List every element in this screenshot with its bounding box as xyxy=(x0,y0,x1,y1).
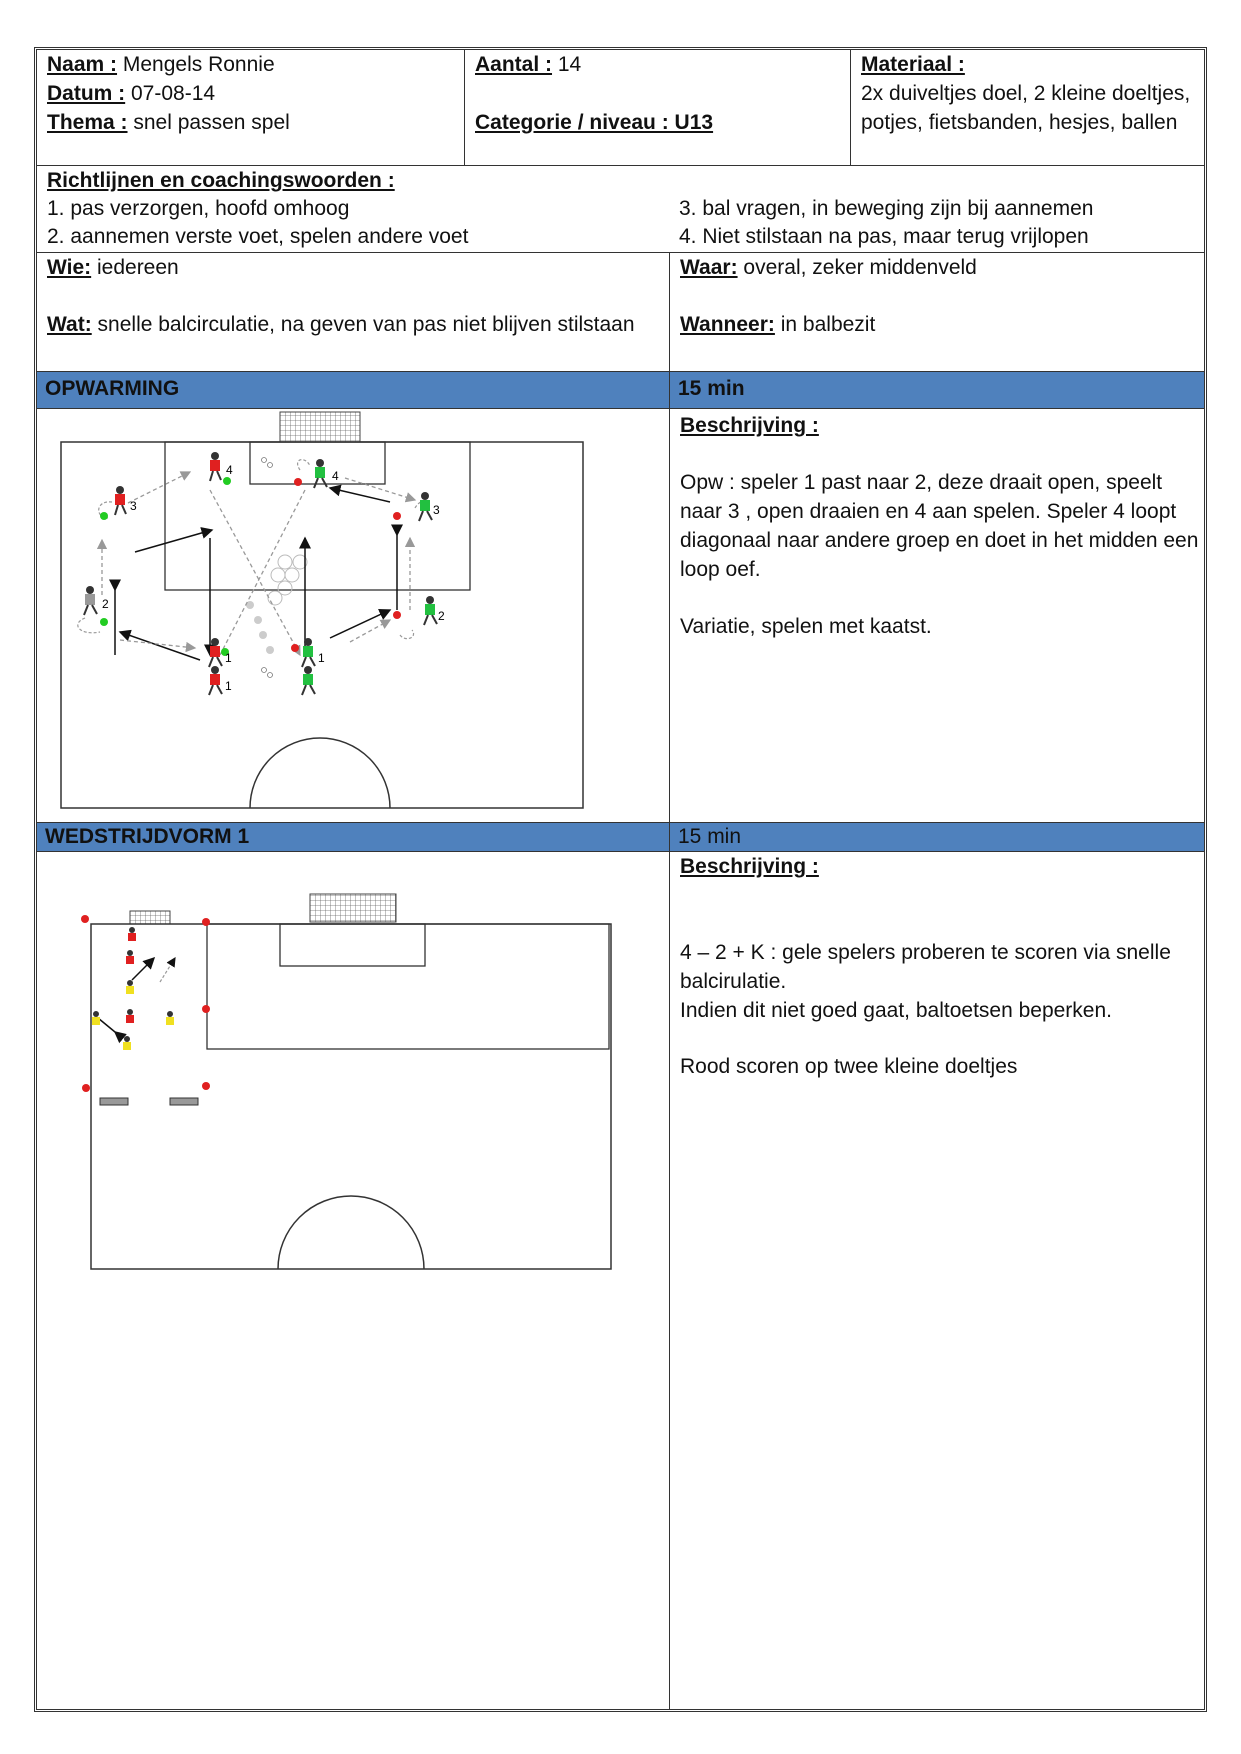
header-right-cell xyxy=(850,49,1205,166)
player-green-1b xyxy=(302,666,315,695)
warmup-pitch-diagram xyxy=(60,410,600,810)
section1-duration-bar xyxy=(669,371,1205,409)
pass-arrow xyxy=(98,1018,115,1032)
materiaal-line2: potjes, fietsbanden, hesjes, ballen xyxy=(861,111,1178,134)
run-line xyxy=(345,478,415,500)
section1-desc-label: Beschrijving : xyxy=(680,414,819,437)
guidelines-title: Richtlijnen en coachingswoorden : xyxy=(47,169,395,192)
pass-arrow xyxy=(330,488,390,502)
section2-description-cell xyxy=(669,851,1205,1710)
goal-net xyxy=(310,894,396,922)
svg-text:1: 1 xyxy=(225,679,232,693)
datum-label: Datum : xyxy=(47,82,126,105)
thema-label: Thema : xyxy=(47,111,128,134)
penalty-area xyxy=(207,924,609,1049)
svg-text:1: 1 xyxy=(318,651,325,665)
red-cone xyxy=(82,1084,90,1092)
run-line xyxy=(350,620,390,642)
pass-arrow xyxy=(330,610,390,638)
player-red-3 xyxy=(115,486,137,515)
waar-value: overal, zeker middenveld xyxy=(737,256,977,279)
svg-text:2: 2 xyxy=(438,609,445,623)
svg-text:2: 2 xyxy=(102,597,109,611)
naam-value: Mengels Ronnie xyxy=(117,53,275,76)
categorie-label: Categorie / niveau : U13 xyxy=(475,111,714,134)
section1-description-cell xyxy=(669,408,1205,823)
run-line xyxy=(120,640,195,648)
svg-text:3: 3 xyxy=(130,499,137,513)
player-yellow xyxy=(92,1011,100,1025)
small-goal-net xyxy=(130,911,170,924)
run-line xyxy=(210,490,300,655)
wat-value: snelle balcirculatie, na geven van pas niet blijven stilstaan xyxy=(91,313,635,336)
green-cone xyxy=(100,512,108,520)
wie-value: iedereen xyxy=(91,256,179,279)
player-yellow xyxy=(166,1011,174,1025)
section2-desc-line-1: 4 – 2 + K : gele spelers proberen te scoren via snelle xyxy=(680,941,1171,964)
header-left-cell xyxy=(36,49,465,166)
svg-text:4: 4 xyxy=(332,469,339,483)
player-yellow xyxy=(123,1036,131,1050)
wie-wat-cell xyxy=(36,252,670,372)
guideline-item-1: 1. pas verzorgen, hoofd omhoog xyxy=(47,197,350,220)
naam-label: Naam : xyxy=(47,53,118,76)
pass-arrow xyxy=(120,632,200,660)
section2-title-bar xyxy=(36,822,670,852)
pitch-outline xyxy=(91,924,611,1269)
section2-duration: 15 min xyxy=(678,825,742,848)
pass-arrow xyxy=(132,958,154,980)
player-red-1 xyxy=(209,638,232,667)
aantal-label: Aantal : xyxy=(475,53,553,76)
small-goal xyxy=(100,1098,128,1105)
guideline-item-2: 2. aannemen verste voet, spelen andere voet xyxy=(47,225,469,248)
svg-text:1: 1 xyxy=(225,651,232,665)
run-line xyxy=(128,472,190,503)
pitch-outline xyxy=(61,442,583,808)
section2-title: WEDSTRIJDVORM 1 xyxy=(45,825,250,848)
wat-label: Wat: xyxy=(47,313,92,336)
red-cone xyxy=(202,1082,210,1090)
player-green-2 xyxy=(424,596,445,625)
materiaal-label: Materiaal : xyxy=(861,53,965,76)
center-circle xyxy=(278,1196,424,1269)
thema-value: snel passen spel xyxy=(127,111,290,134)
red-cone xyxy=(393,512,401,520)
waar-wanneer-cell xyxy=(669,252,1205,372)
goal-area xyxy=(280,924,425,966)
section1-desc-line-2: naar 3 , open draaien en 4 aan spelen. Speler 4 loopt xyxy=(680,500,1177,523)
guideline-item-3: 3. bal vragen, in beweging zijn bij aannemen xyxy=(679,197,1094,220)
red-cone xyxy=(202,918,210,926)
green-cone xyxy=(100,618,108,626)
section1-title: OPWARMING xyxy=(45,377,180,400)
section2-extra: Rood scoren op twee kleine doeltjes xyxy=(680,1055,1018,1078)
section1-variation: Variatie, spelen met kaatst. xyxy=(680,615,932,638)
wanneer-value: in balbezit xyxy=(774,313,876,336)
player-green-3 xyxy=(419,492,440,521)
run-line xyxy=(220,490,305,655)
materiaal-line1: 2x duiveltjes doel, 2 kleine doeltjes, xyxy=(861,82,1191,105)
green-cone xyxy=(223,477,231,485)
player-grey-2 xyxy=(84,586,109,615)
datum-value: 07-08-14 xyxy=(125,82,216,105)
waar-label: Waar: xyxy=(680,256,738,279)
section1-duration: 15 min xyxy=(678,377,745,400)
player-yellow xyxy=(126,980,134,994)
pass-arrow xyxy=(135,530,212,552)
match-pitch-diagram xyxy=(80,890,620,1270)
red-cone xyxy=(393,611,401,619)
small-goal xyxy=(170,1098,198,1105)
wie-label: Wie: xyxy=(47,256,92,279)
player-red xyxy=(126,950,134,964)
svg-text:4: 4 xyxy=(226,463,233,477)
svg-text:3: 3 xyxy=(433,503,440,517)
guidelines-cell xyxy=(36,165,1205,253)
red-cone xyxy=(291,644,299,652)
red-cone xyxy=(294,478,302,486)
wanneer-label: Wanneer: xyxy=(680,313,775,336)
guideline-item-4: 4. Niet stilstaan na pas, maar terug vrijlopen xyxy=(679,225,1089,248)
player-red-1b xyxy=(209,666,232,695)
aantal-value: 14 xyxy=(552,53,582,76)
center-circle xyxy=(250,738,390,808)
player-red-4 xyxy=(210,452,233,481)
section2-desc-line-2: balcirulatie. xyxy=(680,970,787,993)
red-cone xyxy=(81,915,89,923)
section1-title-bar xyxy=(36,371,670,409)
red-cone xyxy=(202,1005,210,1013)
player-green-1 xyxy=(302,638,325,667)
section1-desc-line-4: loop oef. xyxy=(680,558,761,581)
section1-desc-line-3: diagonaal naar andere groep en doet in het midden een xyxy=(680,529,1199,552)
header-mid-cell xyxy=(464,49,851,166)
section1-desc-line-1: Opw : speler 1 past naar 2, deze draait open, speelt xyxy=(680,471,1163,494)
section2-desc-line-3: Indien dit niet goed gaat, baltoetsen beperken. xyxy=(680,999,1112,1022)
ball-pile xyxy=(268,555,307,605)
goal-net xyxy=(280,412,360,442)
keeper-red xyxy=(128,927,136,941)
section2-duration-bar xyxy=(669,822,1205,852)
section2-desc-label: Beschrijving : xyxy=(680,855,819,878)
run-line xyxy=(160,958,175,982)
player-red xyxy=(126,1009,134,1023)
